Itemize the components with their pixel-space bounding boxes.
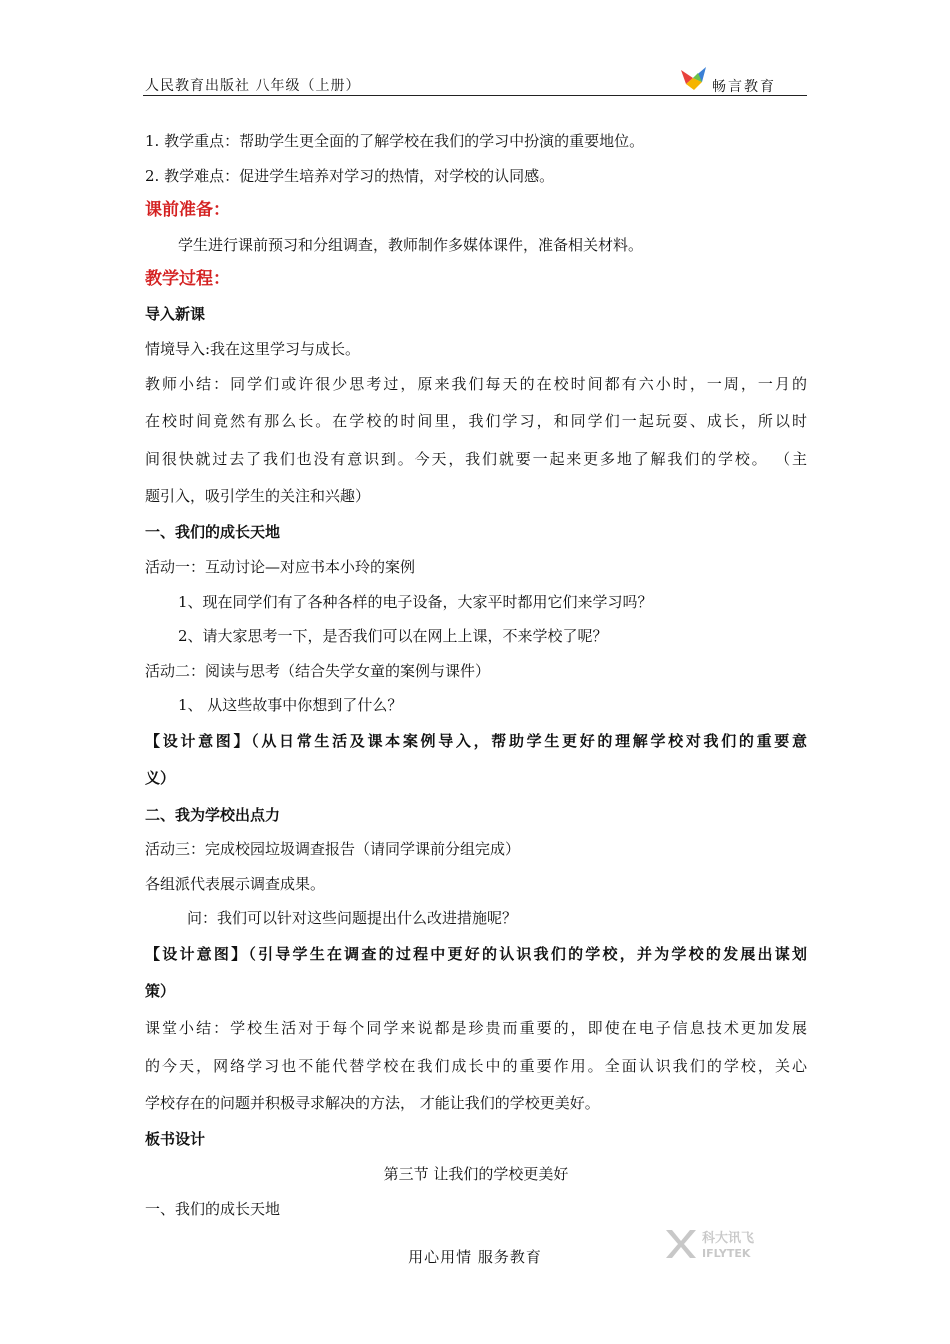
- list-item: 1、现在同学们有了各种各样的电子设备，大家平时都用它们来学习吗？: [178, 592, 653, 611]
- paragraph: 教师小结：同学们或许很少思考过，原来我们每天的在校时间都有六小时，一周，一月的: [145, 375, 807, 394]
- document-body: [145, 124, 807, 1226]
- watermark-en: IFLYTEK: [702, 1247, 751, 1260]
- paragraph: 学生进行课前预习和分组调查，教师制作多媒体课件，准备相关材料。: [178, 235, 644, 254]
- subheading: 导入新课: [145, 304, 206, 323]
- paragraph: 情境导入:我在这里学习与成长。: [145, 339, 361, 358]
- list-item: 1、 从这些故事中你想到了什么？: [178, 696, 403, 715]
- footer-slogan: 用心用情 服务教育: [408, 1248, 542, 1266]
- activity-line: 活动二：阅读与思考（结合失学女童的案例与课件）: [145, 661, 491, 680]
- list-item: 2、请大家思考一下，是否我们可以在网上上课，不来学校了呢？: [178, 627, 608, 646]
- header-brand: 畅言教育: [712, 79, 776, 95]
- difficulty-line: 2. 教学难点：促进学生培养对学习的热情，对学校的认同感。: [145, 166, 555, 185]
- activity-line: 活动一：互动讨论—对应书本小玲的案例: [145, 557, 416, 576]
- board-title: 第三节 让我们的学校更美好: [383, 1164, 569, 1183]
- paragraph: 的今天，网络学习也不能代替学校在我们成长中的重要作用。全面认识我们的学校，关心: [145, 1056, 807, 1075]
- paragraph: 在校时间竟然有那么长。在学校的时间里，我们学习，和同学们一起玩耍、成长，所以时: [145, 412, 807, 431]
- subheading: 板书设计: [145, 1130, 206, 1149]
- design-intent: 义）: [145, 769, 176, 788]
- paragraph: 各组派代表展示调查成果。: [145, 874, 326, 893]
- header-divider: [143, 95, 807, 96]
- subheading: 二、我为学校出点力: [145, 805, 281, 824]
- design-intent: 【设计意图】（引导学生在调查的过程中更好的认识我们的学校，并为学校的发展出谋划: [145, 944, 807, 963]
- paragraph: 课堂小结：学校生活对于每个同学来说都是珍贵而重要的，即使在电子信息技术更加发展: [145, 1019, 807, 1038]
- key-point-line: 1. 教学重点：帮助学生更全面的了解学校在我们的学习中扮演的重要地位。: [145, 132, 645, 150]
- watermark-cn: 科大讯飞: [702, 1231, 755, 1246]
- header-publisher: 人民教育出版社 八年级（上册）: [145, 78, 361, 94]
- paragraph: 学校存在的问题并积极寻求解决的方法， 才能让我们的学校更美好。: [145, 1094, 600, 1113]
- activity-line: 活动三：完成校园垃圾调查报告（请同学课前分组完成）: [145, 840, 521, 859]
- board-item: 一、我们的成长天地: [145, 1199, 281, 1218]
- subheading: 一、我们的成长天地: [145, 523, 281, 542]
- design-intent: 【设计意图】（从日常生活及课本案例导入，帮助学生更好的理解学校对我们的重要意: [145, 731, 807, 750]
- question-line: 问：我们可以针对这些问题提出什么改进措施呢？: [187, 909, 518, 928]
- paragraph: 间很快就过去了我们也没有意识到。今天，我们就要一起来更多地了解我们的学校。 （主: [145, 449, 807, 468]
- design-intent: 策）: [145, 982, 176, 1001]
- section-heading-preparation: 课前准备：: [145, 200, 230, 221]
- paragraph: 题引入，吸引学生的关注和兴趣）: [145, 487, 371, 506]
- iflytek-watermark-logo: [662, 1226, 772, 1262]
- section-heading-process: 教学过程：: [145, 269, 230, 290]
- changyan-logo-icon: [678, 64, 712, 92]
